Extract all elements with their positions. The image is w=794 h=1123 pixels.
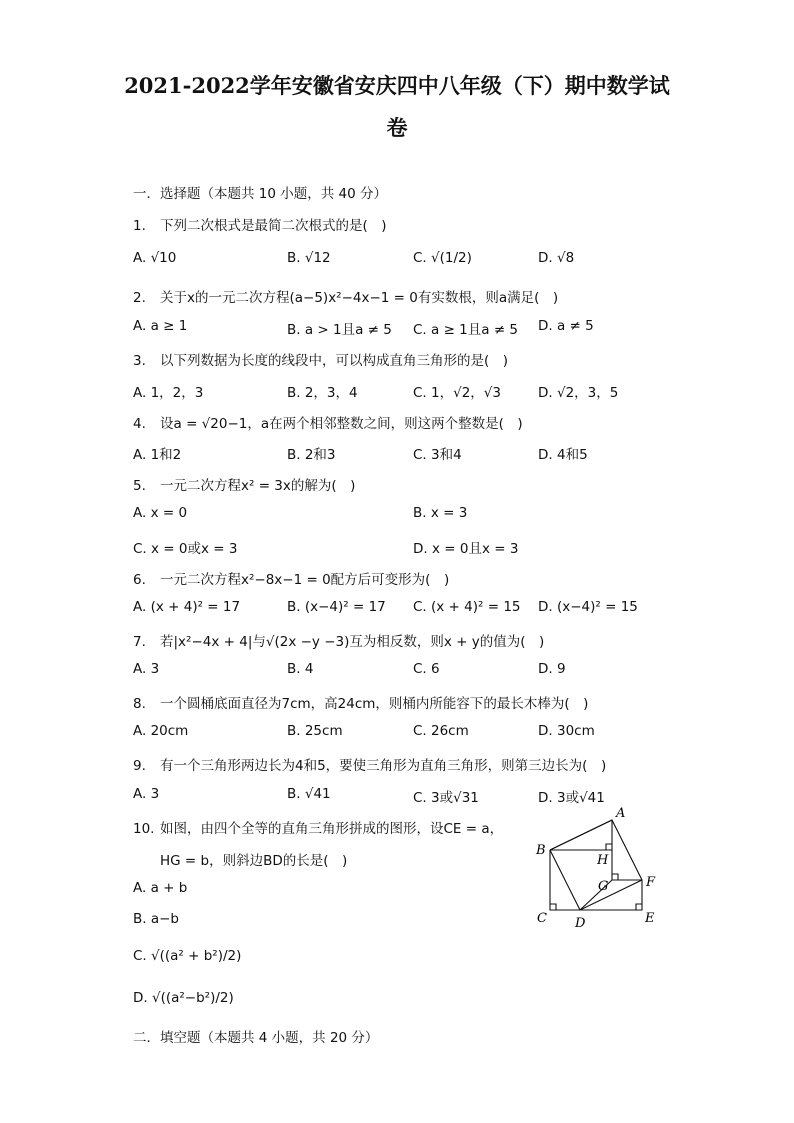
option-5d: D. x = 0且x = 3 (413, 541, 519, 557)
option-4c: C. 3和4 (413, 447, 462, 463)
label-h: H (597, 853, 609, 868)
option-10c: C. √((a² + b²)/2) (133, 948, 242, 964)
option-10d: D. √((a²−b²)/2) (133, 990, 234, 1006)
option-8b: B. 25cm (287, 723, 343, 739)
option-6d: D. (x−4)² = 15 (538, 599, 638, 615)
question-text: 关于x的一元二次方程(a−5)x²−4x−1 = 0有实数根，则a满足( ) (160, 290, 559, 306)
option-4d: D. 4和5 (538, 447, 588, 463)
section-fill-heading: 二．填空题（本题共 4 小题，共 20 分） (133, 1030, 379, 1046)
question-text: 一元二次方程x²−8x−1 = 0配方后可变形为( ) (160, 572, 450, 588)
label-d: D (575, 916, 586, 931)
section-choice-heading: 一．选择题（本题共 10 小题，共 40 分） (133, 186, 388, 202)
option-1b: B. √12 (287, 250, 331, 266)
option-2c: C. a ≥ 1且a ≠ 5 (413, 322, 519, 338)
question-text: 若|x²−4x + 4|与√(2x −y −3)互为相反数，则x + y的值为( ) (160, 634, 545, 650)
option-10a: A. a + b (133, 880, 188, 896)
question-text: 有一个三角形两边长为4和5，要使三角形为直角三角形，则第三边长为( ) (160, 758, 607, 774)
option-3c: C. 1，√2，√3 (413, 385, 501, 401)
question-10-continued: HG = b，则斜边BD的长是( ) (160, 853, 348, 869)
question-number: 1. (133, 218, 146, 234)
question-10 (133, 817, 503, 837)
question-number: 4. (133, 416, 146, 432)
question-2 (133, 286, 558, 306)
question-number: 6. (133, 572, 146, 588)
right-angle-e (636, 904, 642, 910)
segment-ba (550, 820, 612, 850)
label-c: C (537, 911, 547, 926)
option-5c: C. x = 0或x = 3 (133, 541, 238, 557)
option-6a: A. (x + 4)² = 17 (133, 599, 241, 615)
option-4a: A. 1和2 (133, 447, 182, 463)
question-number: 8. (133, 696, 146, 712)
question-3 (133, 349, 508, 369)
question-8 (133, 692, 588, 712)
option-4b: B. 2和3 (287, 447, 336, 463)
question-text: 以下列数据为长度的线段中，可以构成直角三角形的是( ) (160, 353, 509, 369)
question-number: 7. (133, 634, 146, 650)
exam-title-line1: 2021-2022学年安徽省安庆四中八年级（下）期中数学试 (124, 73, 670, 98)
option-8a: A. 20cm (133, 723, 189, 739)
label-a: A (616, 806, 626, 821)
question-1 (133, 214, 387, 234)
question-5 (133, 474, 355, 494)
option-5b: B. x = 3 (413, 505, 468, 521)
question-number: 5. (133, 478, 146, 494)
question-number: 3. (133, 353, 146, 369)
option-6b: B. (x−4)² = 17 (287, 599, 386, 615)
label-g: G (598, 879, 609, 894)
option-1c: C. √(1/2) (413, 250, 472, 266)
option-9d: D. 3或√41 (538, 790, 605, 806)
right-angle-c (550, 904, 556, 910)
option-1a: A. √10 (133, 250, 177, 266)
question-text: 设a = √20−1，a在两个相邻整数之间，则这两个整数是( ) (160, 416, 523, 432)
option-7a: A. 3 (133, 661, 160, 677)
option-8d: D. 30cm (538, 723, 595, 739)
option-7d: D. 9 (538, 661, 566, 677)
right-angle-h (606, 844, 612, 850)
figure-outline (550, 820, 642, 910)
option-6c: C. (x + 4)² = 15 (413, 599, 521, 615)
segment-bd (550, 850, 580, 910)
option-3d: D. √2，3，5 (538, 385, 619, 401)
question-4 (133, 412, 523, 432)
segment-df (580, 880, 642, 910)
option-2d: D. a ≠ 5 (538, 318, 594, 334)
option-5a: A. x = 0 (133, 505, 188, 521)
question-text: 一个圆桶底面直径为7cm，高24cm，则桶内所能容下的最长木棒为( ) (160, 696, 589, 712)
option-10b: B. a−b (133, 911, 179, 927)
question-text: 一元二次方程x² = 3x的解为( ) (160, 478, 356, 494)
question-text: 下列二次根式是最简二次根式的是( ) (160, 218, 387, 234)
question-number: 9. (133, 758, 146, 774)
option-1d: D. √8 (538, 250, 575, 266)
option-7c: C. 6 (413, 661, 440, 677)
question-6 (133, 568, 449, 588)
question-text: 如图，由四个全等的直角三角形拼成的图形，设CE = a， (160, 821, 504, 837)
label-b: B (536, 843, 546, 858)
geometry-figure (530, 800, 670, 935)
right-angle-g (612, 874, 618, 880)
option-8c: C. 26cm (413, 723, 469, 739)
question-9 (133, 754, 606, 774)
option-9c: C. 3或√31 (413, 790, 479, 806)
question-7 (133, 630, 544, 650)
question-number: 10. (133, 821, 155, 837)
label-f: F (646, 875, 656, 890)
option-2b: B. a > 1且a ≠ 5 (287, 322, 392, 338)
question-number: 2. (133, 290, 146, 306)
option-7b: B. 4 (287, 661, 314, 677)
option-3b: B. 2，3，4 (287, 385, 358, 401)
option-9b: B. √41 (287, 786, 331, 802)
option-2a: A. a ≥ 1 (133, 318, 188, 334)
option-9a: A. 3 (133, 786, 160, 802)
option-3a: A. 1，2，3 (133, 385, 204, 401)
exam-title-line2: 卷 (386, 115, 408, 140)
label-e: E (645, 911, 655, 926)
